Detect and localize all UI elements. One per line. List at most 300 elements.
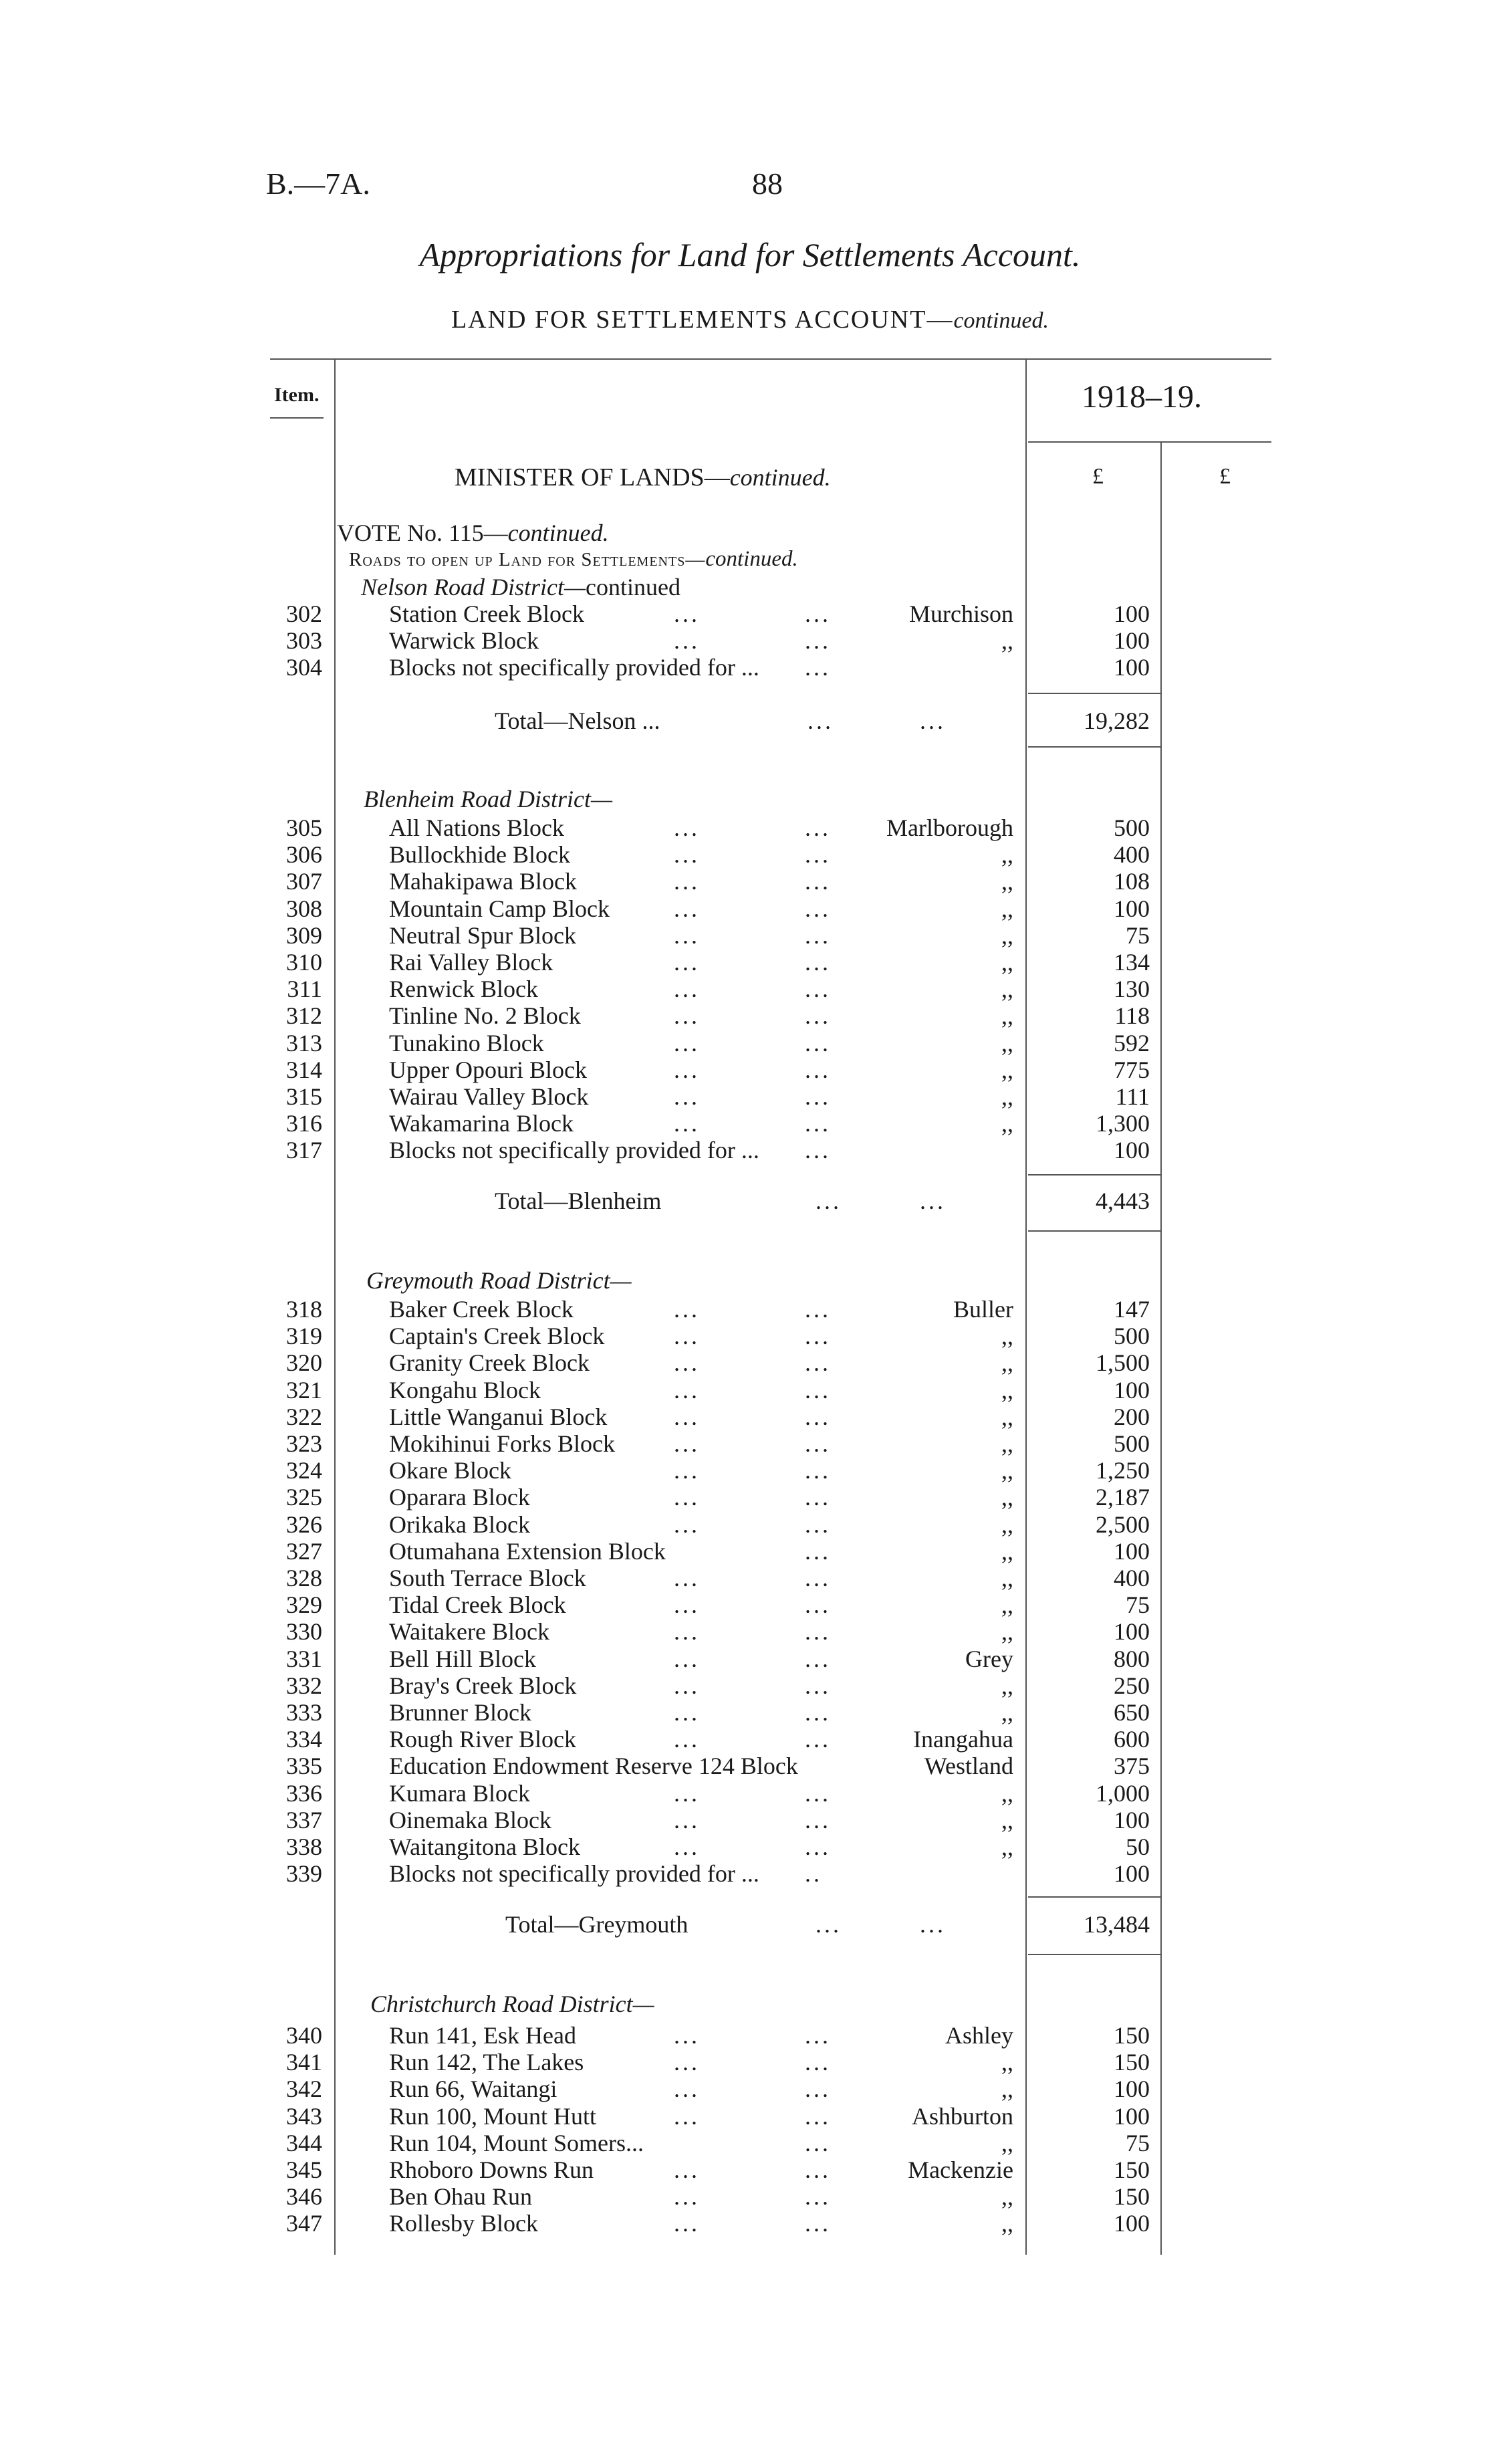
item-number: 343 [286,2102,322,2130]
leader-dots-2: ... [805,1002,831,1030]
leader-dots-1: ... [674,868,700,895]
amount-value: 200 [1114,1403,1150,1430]
leader-dots-2: ... [805,2102,831,2130]
item-description: Bray's Creek Block [389,1672,577,1699]
item-description: Okare Block [389,1457,511,1484]
total-dots-1: ... [807,707,834,734]
item-number: 331 [286,1645,322,1672]
leader-dots-2: ... [805,654,831,681]
district-name: ,, [1001,921,1013,949]
item-description: Education Endowment Reserve 124 Block [389,1753,798,1780]
table-row [0,1137,1500,1163]
item-description: Wakamarina Block [389,1110,574,1137]
item-description: Waitangitona Block [389,1833,581,1860]
item-number: 334 [286,1726,322,1753]
item-description: Blocks not specifically provided for ... [389,1137,759,1164]
total-dots-2: ... [920,707,946,734]
leader-dots-1: ... [674,1323,700,1350]
amount-value: 100 [1114,2076,1150,2103]
table-row [0,1083,1500,1110]
table-row [0,1833,1500,1860]
amount-value: 1,300 [1096,1110,1150,1137]
district-name: ,, [1001,1083,1013,1110]
leader-dots-1: ... [674,2183,700,2211]
district-name: ,, [1001,1430,1013,1457]
amount-value: 150 [1114,2022,1150,2049]
district-name: Westland [924,1753,1013,1780]
total-label: Total—Nelson ... [495,707,660,734]
item-description: Waitakere Block [389,1618,549,1646]
item-description: Station Creek Block [389,600,584,627]
item-description: Mahakipawa Block [389,868,577,895]
greymouth-total-rule [1028,1954,1160,1955]
nelson-total-rule [1028,746,1160,748]
leader-dots-2: ... [805,1376,831,1404]
leader-dots-2: ... [805,1672,831,1699]
amount-value: 150 [1114,2183,1150,2211]
amount-value: 147 [1114,1296,1150,1323]
table-row [0,1699,1500,1726]
district-name: ,, [1001,2183,1013,2211]
leader-dots-2: ... [805,1591,831,1619]
district-name: ,, [1001,1484,1013,1511]
leader-dots-2: ... [805,1296,831,1323]
district-name: ,, [1001,895,1013,922]
item-number: 302 [286,600,322,627]
table-row [0,2210,1500,2237]
blenheim-total-rule [1028,1230,1160,1232]
year-header-rule [1028,441,1271,443]
vote-text: VOTE No. 115— [337,520,508,546]
leader-dots-2: ... [805,1779,831,1807]
amount-value: 75 [1126,921,1150,949]
district-name: Mackenzie [908,2156,1013,2183]
leader-dots-2: ... [805,2076,831,2103]
amount-value: 100 [1114,1618,1150,1646]
amount-value: 2,187 [1096,1484,1150,1511]
item-number: 304 [286,654,322,681]
item-description: Rollesby Block [389,2210,538,2237]
leader-dots-1: ... [674,1430,700,1457]
leader-dots-2: ... [805,2129,831,2156]
item-number: 342 [286,2076,322,2103]
total-amount: 4,443 [1096,1188,1150,1214]
item-number: 312 [286,1002,322,1030]
leader-dots-2: ... [805,895,831,922]
amount-value: 100 [1114,1137,1150,1164]
district-name: ,, [1001,2076,1013,2103]
district-name: ,, [1001,1591,1013,1619]
leader-dots-1: ... [674,2076,700,2103]
table-row [0,1672,1500,1699]
leader-dots-2: ... [805,1510,831,1538]
leader-dots-1: ... [674,1029,700,1056]
leader-dots-1: ... [674,2210,700,2237]
item-number: 318 [286,1296,322,1323]
amount-value: 130 [1114,976,1150,1003]
district-name: Ashburton [912,2102,1013,2130]
item-description: Ben Ohau Run [389,2183,532,2211]
district-name: ,, [1001,1672,1013,1699]
item-description: Rough River Block [389,1726,576,1753]
subtitle-continued: continued. [953,308,1049,333]
amount-value: 100 [1114,1860,1150,1888]
item-description: Neutral Spur Block [389,921,576,949]
table-row [0,654,1500,681]
blenheim-district-heading: Blenheim Road District— [364,786,612,812]
amount-value: 500 [1114,1430,1150,1457]
leader-dots-2: ... [805,921,831,949]
leader-dots-1: ... [674,1618,700,1646]
table-row [0,976,1500,1002]
item-number: 330 [286,1618,322,1646]
total-label: Total—Blenheim [495,1188,662,1214]
amount-value: 100 [1114,1376,1150,1404]
leader-dots-2: ... [805,814,831,841]
item-number: 344 [286,2129,322,2156]
item-description: Mokihinui Forks Block [389,1430,616,1457]
item-description: Run 100, Mount Hutt [389,2102,597,2130]
leader-dots-2: ... [805,1110,831,1137]
district-name: Grey [965,1645,1013,1672]
leader-dots-1: ... [674,2022,700,2049]
leader-dots-2: ... [805,2049,831,2076]
item-description: Baker Creek Block [389,1296,574,1323]
district-name: ,, [1001,1056,1013,1083]
district-name: Inangahua [913,1726,1013,1753]
item-description: Rai Valley Block [389,949,553,976]
item-description: Run 141, Esk Head [389,2022,576,2049]
item-description: Renwick Block [389,976,538,1003]
item-description: Brunner Block [389,1699,531,1726]
leader-dots-1: ... [674,1296,700,1323]
amount-value: 100 [1114,654,1150,681]
leader-dots-1: ... [674,1110,700,1137]
item-description: Blocks not specifically provided for ... [389,654,759,681]
leader-dots-2: .. [805,1860,822,1888]
leader-dots-2: ... [805,1137,831,1164]
leader-dots-1: ... [674,895,700,922]
leader-dots-2: ... [805,1537,831,1565]
item-description: Warwick Block [389,627,539,655]
amount-value: 775 [1114,1056,1150,1083]
leader-dots-1: ... [674,921,700,949]
leader-dots-1: ... [674,1726,700,1753]
table-row [0,2183,1500,2210]
blenheim-total-row [0,1188,1500,1214]
amount-value: 50 [1126,1833,1150,1860]
table-row [0,1484,1500,1510]
district-name: ,, [1001,868,1013,895]
table-row [0,895,1500,922]
leader-dots-1: ... [674,1672,700,1699]
item-description: Captain's Creek Block [389,1323,605,1350]
item-number: 336 [286,1779,322,1807]
table-row [0,1377,1500,1404]
district-name: Murchison [909,600,1013,627]
page-number: 88 [752,166,783,201]
vote-heading [337,519,609,547]
amount-value: 375 [1114,1753,1150,1780]
total-dots-2: ... [920,1911,946,1938]
leader-dots-2: ... [805,1618,831,1646]
amount-value: 650 [1114,1699,1150,1726]
item-description: Run 142, The Lakes [389,2049,584,2076]
leader-dots-2: ... [805,1430,831,1457]
table-row [0,1056,1500,1083]
table-row [0,841,1500,868]
leader-dots-2: ... [805,1645,831,1672]
leader-dots-1: ... [674,1699,700,1726]
item-description: Granity Creek Block [389,1349,590,1377]
item-number: 323 [286,1430,322,1457]
leader-dots-2: ... [805,1323,831,1350]
leader-dots-1: ... [674,1779,700,1807]
amount-value: 500 [1114,1323,1150,1350]
district-name: Marlborough [886,814,1013,841]
leader-dots-1: ... [674,627,700,655]
leader-dots-1: ... [674,1484,700,1511]
leader-dots-1: ... [674,1083,700,1110]
leader-dots-2: ... [805,600,831,627]
table-row [0,1030,1500,1056]
amount-value: 100 [1114,1806,1150,1833]
leader-dots-1: ... [674,1349,700,1377]
item-number: 316 [286,1110,322,1137]
pound-sign-2: £ [1219,464,1231,489]
leader-dots-1: ... [674,841,700,869]
district-name: ,, [1001,976,1013,1003]
amount-value: 134 [1114,949,1150,976]
total-amount: 13,484 [1084,1911,1150,1938]
district-name: ,, [1001,1110,1013,1137]
leader-dots-2: ... [805,1349,831,1377]
item-number: 308 [286,895,322,922]
district-name: ,, [1001,841,1013,869]
roads-heading [349,547,798,572]
amount-value: 111 [1115,1083,1150,1110]
greymouth-total-row [0,1911,1500,1938]
item-description: Kumara Block [389,1779,530,1807]
amount-value: 250 [1114,1672,1150,1699]
district-name: ,, [1001,1537,1013,1565]
item-number: 321 [286,1376,322,1404]
leader-dots-1: ... [674,1833,700,1860]
item-number: 307 [286,868,322,895]
minister-continued: continued. [729,464,831,491]
table-row [0,1404,1500,1430]
leader-dots-2: ... [805,2022,831,2049]
table-row [0,600,1500,627]
document-reference: B.—7A. [266,166,370,201]
table-row [0,1002,1500,1029]
total-label: Total—Greymouth [505,1911,689,1938]
item-number: 315 [286,1083,322,1110]
leader-dots-1: ... [674,600,700,627]
nelson-heading-text: Nelson Road District— [361,574,586,600]
amount-value: 108 [1114,868,1150,895]
table-row [0,1110,1500,1137]
table-row [0,2022,1500,2049]
table-row [0,1860,1500,1887]
leader-dots-1: ... [674,949,700,976]
leader-dots-2: ... [805,1029,831,1056]
item-description: Bullockhide Block [389,841,570,869]
leader-dots-2: ... [805,1484,831,1511]
leader-dots-1: ... [674,1403,700,1430]
table-row [0,1296,1500,1323]
leader-dots-2: ... [805,1726,831,1753]
item-description: Oparara Block [389,1484,530,1511]
leader-dots-2: ... [805,1457,831,1484]
table-row [0,1753,1500,1779]
table-row [0,1511,1500,1538]
leader-dots-1: ... [674,814,700,841]
item-description: Orikaka Block [389,1510,530,1538]
district-name: ,, [1001,627,1013,655]
amount-value: 500 [1114,814,1150,841]
leader-dots-1: ... [674,2049,700,2076]
table-row [0,2156,1500,2183]
amount-value: 75 [1126,1591,1150,1619]
district-name: Buller [953,1296,1013,1323]
leader-dots-2: ... [805,1699,831,1726]
leader-dots-1: ... [674,1565,700,1591]
district-name: ,, [1001,1806,1013,1833]
table-row [0,814,1500,841]
total-dots-1: ... [816,1188,842,1214]
leader-dots-2: ... [805,2156,831,2183]
leader-dots-2: ... [805,841,831,869]
leader-dots-1: ... [674,1002,700,1030]
item-description: Upper Opouri Block [389,1056,587,1083]
table-row [0,1323,1500,1349]
amount-value: 75 [1126,2129,1150,2156]
amount-value: 150 [1114,2156,1150,2183]
table-row [0,1565,1500,1591]
table-row [0,1457,1500,1484]
item-number: 317 [286,1137,322,1164]
item-number: 332 [286,1672,322,1699]
total-amount: 19,282 [1084,707,1150,734]
nelson-subtotal-rule [1028,693,1160,694]
table-row [0,1430,1500,1457]
district-name: ,, [1001,1779,1013,1807]
leader-dots-2: ... [805,1403,831,1430]
leader-dots-2: ... [805,1083,831,1110]
leader-dots-1: ... [674,1645,700,1672]
district-name: ,, [1001,1457,1013,1484]
district-name: ,, [1001,1510,1013,1538]
item-number: 303 [286,627,322,655]
amount-value: 100 [1114,1537,1150,1565]
amount-value: 1,000 [1096,1779,1150,1807]
item-description: South Terrace Block [389,1565,586,1591]
item-number: 309 [286,921,322,949]
amount-value: 800 [1114,1645,1150,1672]
item-description: Rhoboro Downs Run [389,2156,594,2183]
item-number: 329 [286,1591,322,1619]
item-number: 327 [286,1537,322,1565]
item-number: 311 [287,976,322,1003]
district-name: ,, [1001,1618,1013,1646]
item-column-header: Item. [274,384,320,406]
item-number: 325 [286,1484,322,1511]
district-name: ,, [1001,1029,1013,1056]
amount-value: 400 [1114,841,1150,869]
minister-heading [455,463,831,492]
item-description: Tinline No. 2 Block [389,1002,581,1030]
blenheim-subtotal-rule [1028,1174,1160,1175]
leader-dots-2: ... [805,949,831,976]
amount-value: 600 [1114,1726,1150,1753]
table-top-rule [270,358,1271,360]
total-dots-2: ... [920,1188,946,1214]
item-number: 310 [286,949,322,976]
leader-dots-2: ... [805,868,831,895]
item-description: Bell Hill Block [389,1645,536,1672]
table-row [0,868,1500,895]
greymouth-district-heading: Greymouth Road District— [366,1267,632,1294]
roads-continued: continued. [705,547,798,571]
vote-continued: continued. [507,520,609,546]
leader-dots-1: ... [674,1806,700,1833]
table-row [0,1618,1500,1645]
amount-value: 400 [1114,1565,1150,1591]
nelson-district-heading [361,573,680,601]
item-description: Tunakino Block [389,1029,544,1056]
amount-value: 100 [1114,895,1150,922]
item-description: Tidal Creek Block [389,1591,566,1619]
amount-value: 100 [1114,600,1150,627]
table-row [0,2103,1500,2130]
item-description: All Nations Block [389,814,564,841]
christchurch-district-heading: Christchurch Road District— [370,1991,654,2017]
item-description: Little Wanganui Block [389,1403,608,1430]
nelson-heading-continued: continued [586,574,680,600]
nelson-total-row [0,707,1500,734]
table-row [0,2049,1500,2076]
leader-dots-1: ... [674,1510,700,1538]
leader-dots-2: ... [805,1833,831,1860]
district-name: ,, [1001,2049,1013,2076]
table-row [0,1726,1500,1753]
amount-value: 1,250 [1096,1457,1150,1484]
item-header-rule [270,417,324,419]
leader-dots-2: ... [805,2183,831,2211]
item-number: 305 [286,814,322,841]
item-number: 339 [286,1860,322,1888]
item-number: 333 [286,1699,322,1726]
item-number: 306 [286,841,322,869]
leader-dots-2: ... [805,2210,831,2237]
item-number: 337 [286,1806,322,1833]
pound-sign-1: £ [1092,464,1104,489]
district-name: ,, [1001,1699,1013,1726]
table-row [0,1646,1500,1672]
leader-dots-1: ... [674,1056,700,1083]
leader-dots-2: ... [805,627,831,655]
item-number: 346 [286,2183,322,2211]
district-name: Ashley [945,2022,1013,2049]
item-description: Run 104, Mount Somers... [389,2129,644,2156]
item-number: 347 [286,2210,322,2237]
district-name: ,, [1001,1565,1013,1591]
district-name: ,, [1001,2129,1013,2156]
table-row [0,627,1500,654]
district-name: ,, [1001,1376,1013,1404]
leader-dots-1: ... [674,2156,700,2183]
